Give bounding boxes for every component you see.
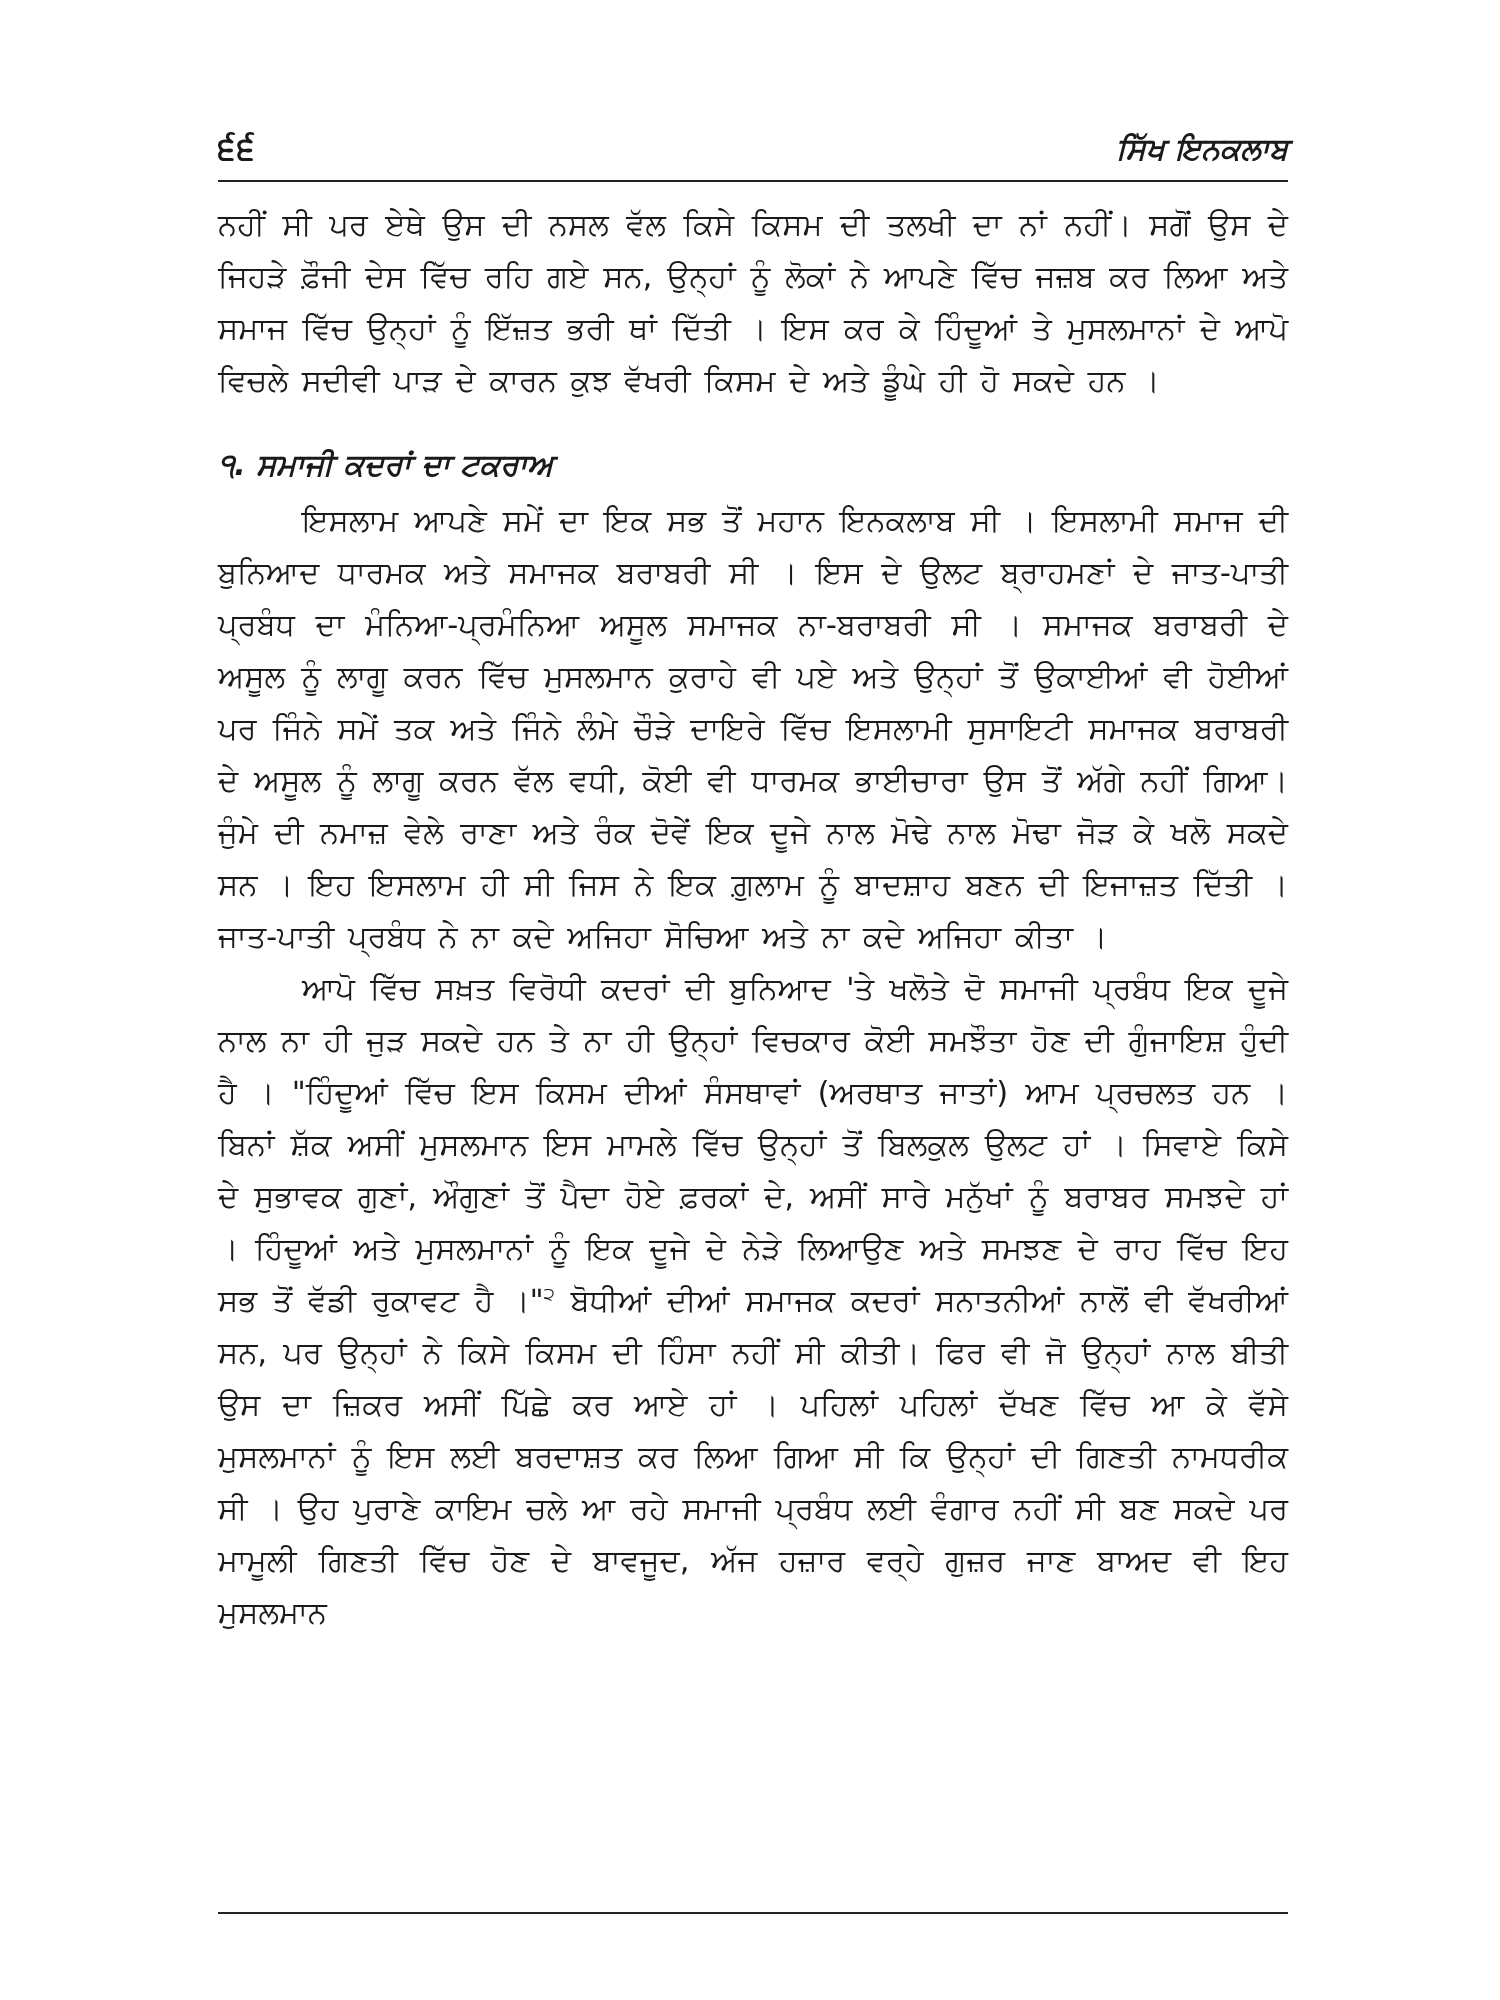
opening-paragraph: ਨਹੀਂ ਸੀ ਪਰ ਏਥੇ ਉਸ ਦੀ ਨਸਲ ਵੱਲ ਕਿਸੇ ਕਿਸਮ ਦੀ ਤਲਖੀ ਦਾ ਨਾਂ ਨਹੀਂ। ਸਗੋਂ ਉਸ ਦੇ ਜਿਹੜੇ ਫ਼ੌਜੀ ਦੇਸ ਵਿੱਚ ਰਹਿ ਗਏ ਸਨ, ਉਨ੍ਹਾਂ ਨੂੰ ਲੋਕਾਂ ਨੇ ਆਪਣੇ ਵਿੱਚ ਜਜ਼ਬ ਕਰ ਲਿਆ ਅਤੇ ਸਮਾਜ ਵਿੱਚ ਉਨ੍ਹਾਂ ਨੂੰ ਇੱਜ਼ਤ ਭਰੀ ਥਾਂ ਦਿੱਤੀ । ਇਸ ਕਰ ਕੇ ਹਿੰਦੂਆਂ ਤੇ ਮੁਸਲਮਾਨਾਂ ਦੇ ਆਪੋ ਵਿਚਲੇ ਸਦੀਵੀ ਪਾੜ ਦੇ ਕਾਰਨ ਕੁਝ ਵੱਖਰੀ ਕਿਸਮ ਦੇ ਅਤੇ ਡੂੰਘੇ ਹੀ ਹੋ ਸਕਦੇ ਹਨ । [218, 208, 1288, 399]
body-text [218, 200, 1288, 1640]
paragraph-text-before-note: ਆਪੋ ਵਿੱਚ ਸਖ਼ਤ ਵਿਰੋਧੀ ਕਦਰਾਂ ਦੀ ਬੁਨਿਆਦ 'ਤੇ ਖਲੋਤੇ ਦੋ ਸਮਾਜੀ ਪ੍ਰਬੰਧ ਇਕ ਦੂਜੇ ਨਾਲ ਨਾ ਹੀ ਜੁੜ ਸਕਦੇ ਹਨ ਤੇ ਨਾ ਹੀ ਉਨ੍ਹਾਂ ਵਿਚਕਾਰ ਕੋਈ ਸਮਝੌਤਾ ਹੋਣ ਦੀ ਗੁੰਜਾਇਸ਼ ਹੁੰਦੀ ਹੈ । "ਹਿੰਦੂਆਂ ਵਿੱਚ ਇਸ ਕਿਸਮ ਦੀਆਂ ਸੰਸਥਾਵਾਂ (ਅਰਥਾਤ ਜਾਤਾਂ) ਆਮ ਪ੍ਰਚਲਤ ਹਨ । ਬਿਨਾਂ ਸ਼ੱਕ ਅਸੀਂ ਮੁਸਲਮਾਨ ਇਸ ਮਾਮਲੇ ਵਿੱਚ ਉਨ੍ਹਾਂ ਤੋਂ ਬਿਲਕੁਲ ਉਲਟ ਹਾਂ । ਸਿਵਾਏ ਕਿਸੇ ਦੇ ਸੁਭਾਵਕ ਗੁਣਾਂ, ਔਗੁਣਾਂ ਤੋਂ ਪੈਦਾ ਹੋਏ ਫ਼ਰਕਾਂ ਦੇ, ਅਸੀਂ ਸਾਰੇ ਮਨੁੱਖਾਂ ਨੂੰ ਬਰਾਬਰ ਸਮਝਦੇ ਹਾਂ । ਹਿੰਦੂਆਂ ਅਤੇ ਮੁਸਲਮਾਨਾਂ ਨੂੰ ਇਕ ਦੂਜੇ ਦੇ ਨੇੜੇ ਲਿਆਉਣ ਅਤੇ ਸਮਝਣ ਦੇ ਰਾਹ ਵਿੱਚ ਇਹ ਸਭ ਤੋਂ ਵੱਡੀ ਰੁਕਾਵਟ ਹੈ ।" [218, 972, 1288, 1319]
book-title: ਸਿੱਖ ਇਨਕਲਾਬ [1116, 132, 1288, 167]
running-head [218, 128, 1288, 188]
footer-divider [218, 1912, 1288, 1914]
section-heading: ੧. ਸਮਾਜੀ ਕਦਰਾਂ ਦਾ ਟਕਰਾਅ [218, 448, 553, 483]
header-divider [218, 180, 1288, 182]
paragraph-opposing-values [218, 964, 1288, 1640]
page-number: ੬੬ [218, 128, 257, 168]
paragraph-text-after-note: ਬੋਧੀਆਂ ਦੀਆਂ ਸਮਾਜਕ ਕਦਰਾਂ ਸਨਾਤਨੀਆਂ ਨਾਲੋਂ ਵੀ ਵੱਖਰੀਆਂ ਸਨ, ਪਰ ਉਨ੍ਹਾਂ ਨੇ ਕਿਸੇ ਕਿਸਮ ਦੀ ਹਿੰਸਾ ਨਹੀਂ ਸੀ ਕੀਤੀ। ਫਿਰ ਵੀ ਜੋ ਉਨ੍ਹਾਂ ਨਾਲ ਬੀਤੀ ਉਸ ਦਾ ਜ਼ਿਕਰ ਅਸੀਂ ਪਿੱਛੇ ਕਰ ਆਏ ਹਾਂ । ਪਹਿਲਾਂ ਪਹਿਲਾਂ ਦੱਖਣ ਵਿੱਚ ਆ ਕੇ ਵੱਸੇ ਮੁਸਲਮਾਨਾਂ ਨੂੰ ਇਸ ਲਈ ਬਰਦਾਸ਼ਤ ਕਰ ਲਿਆ ਗਿਆ ਸੀ ਕਿ ਉਨ੍ਹਾਂ ਦੀ ਗਿਣਤੀ ਨਾਮਧਰੀਕ ਸੀ । ਉਹ ਪੁਰਾਣੇ ਕਾਇਮ ਚਲੇ ਆ ਰਹੇ ਸਮਾਜੀ ਪ੍ਰਬੰਧ ਲਈ ਵੰਗਾਰ ਨਹੀਂ ਸੀ ਬਣ ਸਕਦੇ ਪਰ ਮਾਮੂਲੀ ਗਿਣਤੀ ਵਿੱਚ ਹੋਣ ਦੇ ਬਾਵਜੂਦ, ਅੱਜ ਹਜ਼ਾਰ ਵਰ੍ਹੇ ਗੁਜ਼ਰ ਜਾਣ ਬਾਅਦ ਵੀ ਇਹ ਮੁਸਲਮਾਨ [218, 1284, 1288, 1631]
paragraph-islam-equality: ਇਸਲਾਮ ਆਪਣੇ ਸਮੇਂ ਦਾ ਇਕ ਸਭ ਤੋਂ ਮਹਾਨ ਇਨਕਲਾਬ ਸੀ । ਇਸਲਾਮੀ ਸਮਾਜ ਦੀ ਬੁਨਿਆਦ ਧਾਰਮਕ ਅਤੇ ਸਮਾਜਕ ਬਰਾਬਰੀ ਸੀ । ਇਸ ਦੇ ਉਲਟ ਬ੍ਰਾਹਮਣਾਂ ਦੇ ਜਾਤ-ਪਾਤੀ ਪ੍ਰਬੰਧ ਦਾ ਮੰਨਿਆ-ਪ੍ਰਮੰਨਿਆ ਅਸੂਲ ਸਮਾਜਕ ਨਾ-ਬਰਾਬਰੀ ਸੀ । ਸਮਾਜਕ ਬਰਾਬਰੀ ਦੇ ਅਸੂਲ ਨੂੰ ਲਾਗੂ ਕਰਨ ਵਿੱਚ ਮੁਸਲਮਾਨ ਕੁਰਾਹੇ ਵੀ ਪਏ ਅਤੇ ਉਨ੍ਹਾਂ ਤੋਂ ਉਕਾਈਆਂ ਵੀ ਹੋਈਆਂ ਪਰ ਜਿੰਨੇ ਸਮੇਂ ਤਕ ਅਤੇ ਜਿੰਨੇ ਲੰਮੇ ਚੌੜੇ ਦਾਇਰੇ ਵਿੱਚ ਇਸਲਾਮੀ ਸੁਸਾਇਟੀ ਸਮਾਜਕ ਬਰਾਬਰੀ ਦੇ ਅਸੂਲ ਨੂੰ ਲਾਗੂ ਕਰਨ ਵੱਲ ਵਧੀ, ਕੋਈ ਵੀ ਧਾਰਮਕ ਭਾਈਚਾਰਾ ਉਸ ਤੋਂ ਅੱਗੇ ਨਹੀਂ ਗਿਆ। ਜੁੰਮੇ ਦੀ ਨਮਾਜ਼ ਵੇਲੇ ਰਾਣਾ ਅਤੇ ਰੰਕ ਦੋਵੇਂ ਇਕ ਦੂਜੇ ਨਾਲ ਮੋਢੇ ਨਾਲ ਮੋਢਾ ਜੋੜ ਕੇ ਖਲੋ ਸਕਦੇ ਸਨ । ਇਹ ਇਸਲਾਮ ਹੀ ਸੀ ਜਿਸ ਨੇ ਇਕ ਗ਼ੁਲਾਮ ਨੂੰ ਬਾਦਸ਼ਾਹ ਬਣਨ ਦੀ ਇਜਾਜ਼ਤ ਦਿੱਤੀ । ਜਾਤ-ਪਾਤੀ ਪ੍ਰਬੰਧ ਨੇ ਨਾ ਕਦੇ ਅਜਿਹਾ ਸੋਚਿਆ ਅਤੇ ਨਾ ਕਦੇ ਅਜਿਹਾ ਕੀਤਾ । [218, 504, 1289, 955]
footnote-reference: ੨ [543, 1283, 555, 1305]
